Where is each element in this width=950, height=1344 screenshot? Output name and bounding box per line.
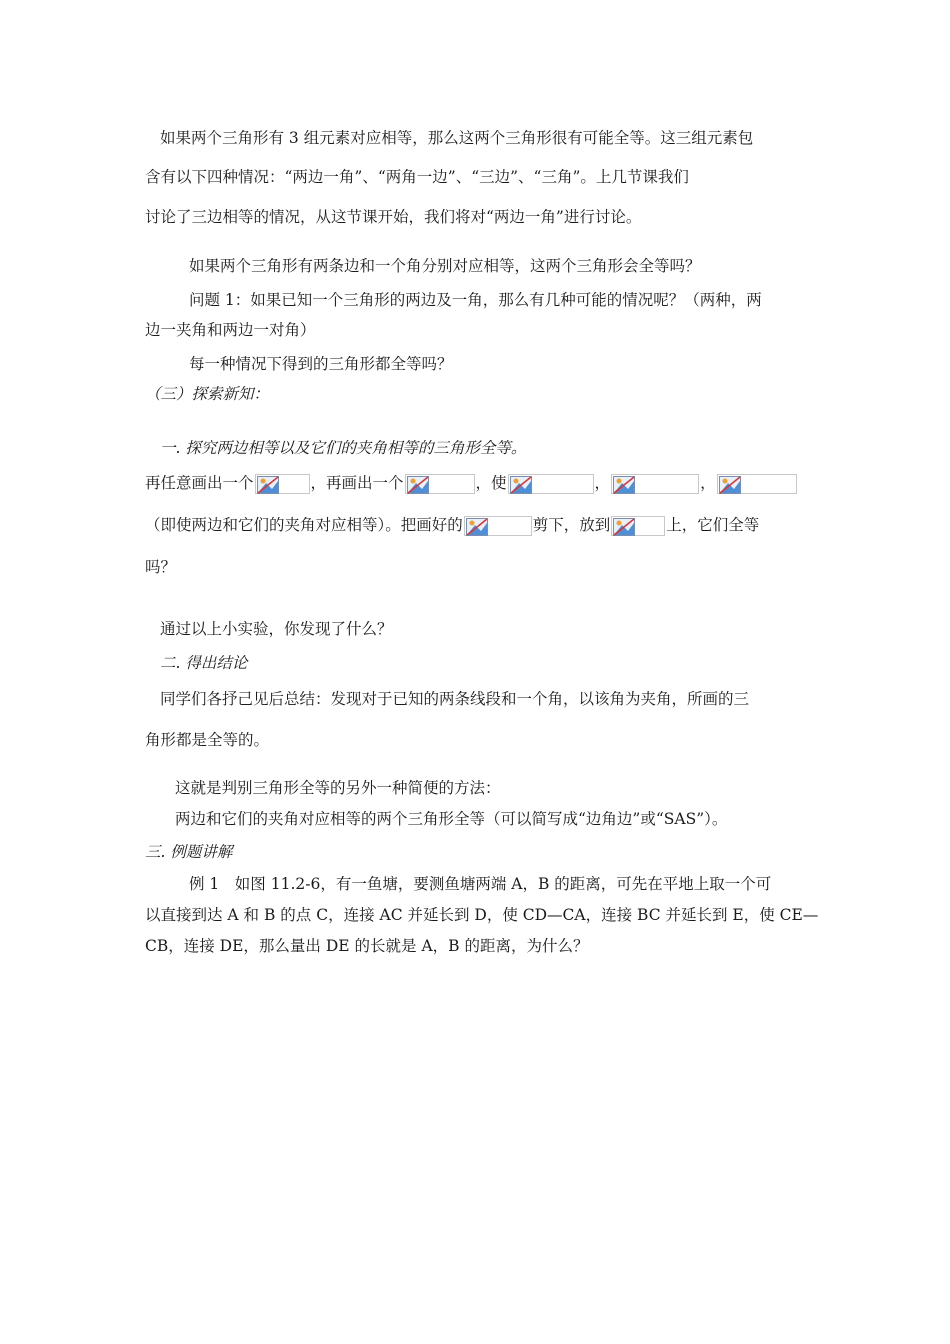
discovery-question: 通过以上小实验，你发现了什么？ [160,620,393,638]
section-3-heading: （三）探索新知： [145,385,270,403]
conclusion-line-2: 角形都是全等的。 [145,731,270,749]
activity-text-2: ，再画出一个 [310,474,404,492]
activity-text-3: ，使 [475,474,507,492]
question-1-line-1: 问题 1：如果已知一个三角形的两边及一角，那么有几种可能的情况呢？（两种，两 [189,291,762,309]
example-line-1: 例 1 如图 11.2-6，有一鱼塘，要测鱼塘两端 A，B 的距离，可先在平地上取一个可 [189,875,772,893]
subsection-2-heading: 二. 得出结论 [160,654,248,672]
p1-line-1: 如果两个三角形有 3 组元素对应相等，那么这两个三角形很有可能全等。这三组元素包 [160,129,754,147]
conclusion-line-1: 同学们各抒己见后总结：发现对于已知的两条线段和一个角，以该角为夹角，所画的三 [160,690,750,708]
activity-text-1: 再任意画出一个 [145,474,254,492]
broken-image-icon [255,474,310,494]
broken-image-icon [405,474,475,494]
question-intro: 如果两个三角形有两条边和一个角分别对应相等，这两个三角形会全等吗？ [189,257,701,275]
broken-image-icon [508,474,594,494]
p1-line-3: 讨论了三边相等的情况，从这节课开始，我们将对“两边一角”进行讨论。 [145,208,642,226]
activity-line-3: 吗？ [145,558,177,576]
subsection-3-heading: 三. 例题讲解 [145,843,233,861]
example-line-3: CB，连接 DE，那么量出 DE 的长就是 A，B 的距离，为什么？ [145,937,589,955]
broken-image-icon [717,474,797,494]
activity-line-2 [145,512,759,538]
activity-line-1 [145,470,798,496]
broken-image-icon [611,474,699,494]
p1-line-2: 含有以下四种情况：“两边一角”、“两角一边”、“三边”、“三角”。上几节课我们 [145,168,689,186]
method-intro: 这就是判别三角形全等的另外一种简便的方法： [175,779,501,797]
activity-text-7: 剪下，放到 [532,516,611,534]
sas-rule: 两边和它们的夹角对应相等的两个三角形全等（可以简写成“边角边”或“SAS”）。 [175,810,728,828]
question-2: 每一种情况下得到的三角形都全等吗？ [189,355,453,373]
broken-image-icon [611,516,665,536]
broken-image-icon [464,516,532,536]
subsection-1-heading: 一. 探究两边相等以及它们的夹角相等的三角形全等。 [160,439,527,457]
activity-text-5: ， [700,474,716,492]
example-line-2: 以直接到达 A 和 B 的点 C，连接 AC 并延长到 D，使 CD—CA，连接 BC 并延长到 E，使 CE— [145,906,819,924]
activity-text-4: ， [594,474,611,492]
question-1-line-2: 边一夹角和两边一对角） [145,321,316,339]
activity-text-8: 上，它们全等 [666,516,760,534]
activity-text-6: （即使两边和它们的夹角对应相等）。把画好的 [145,516,463,534]
